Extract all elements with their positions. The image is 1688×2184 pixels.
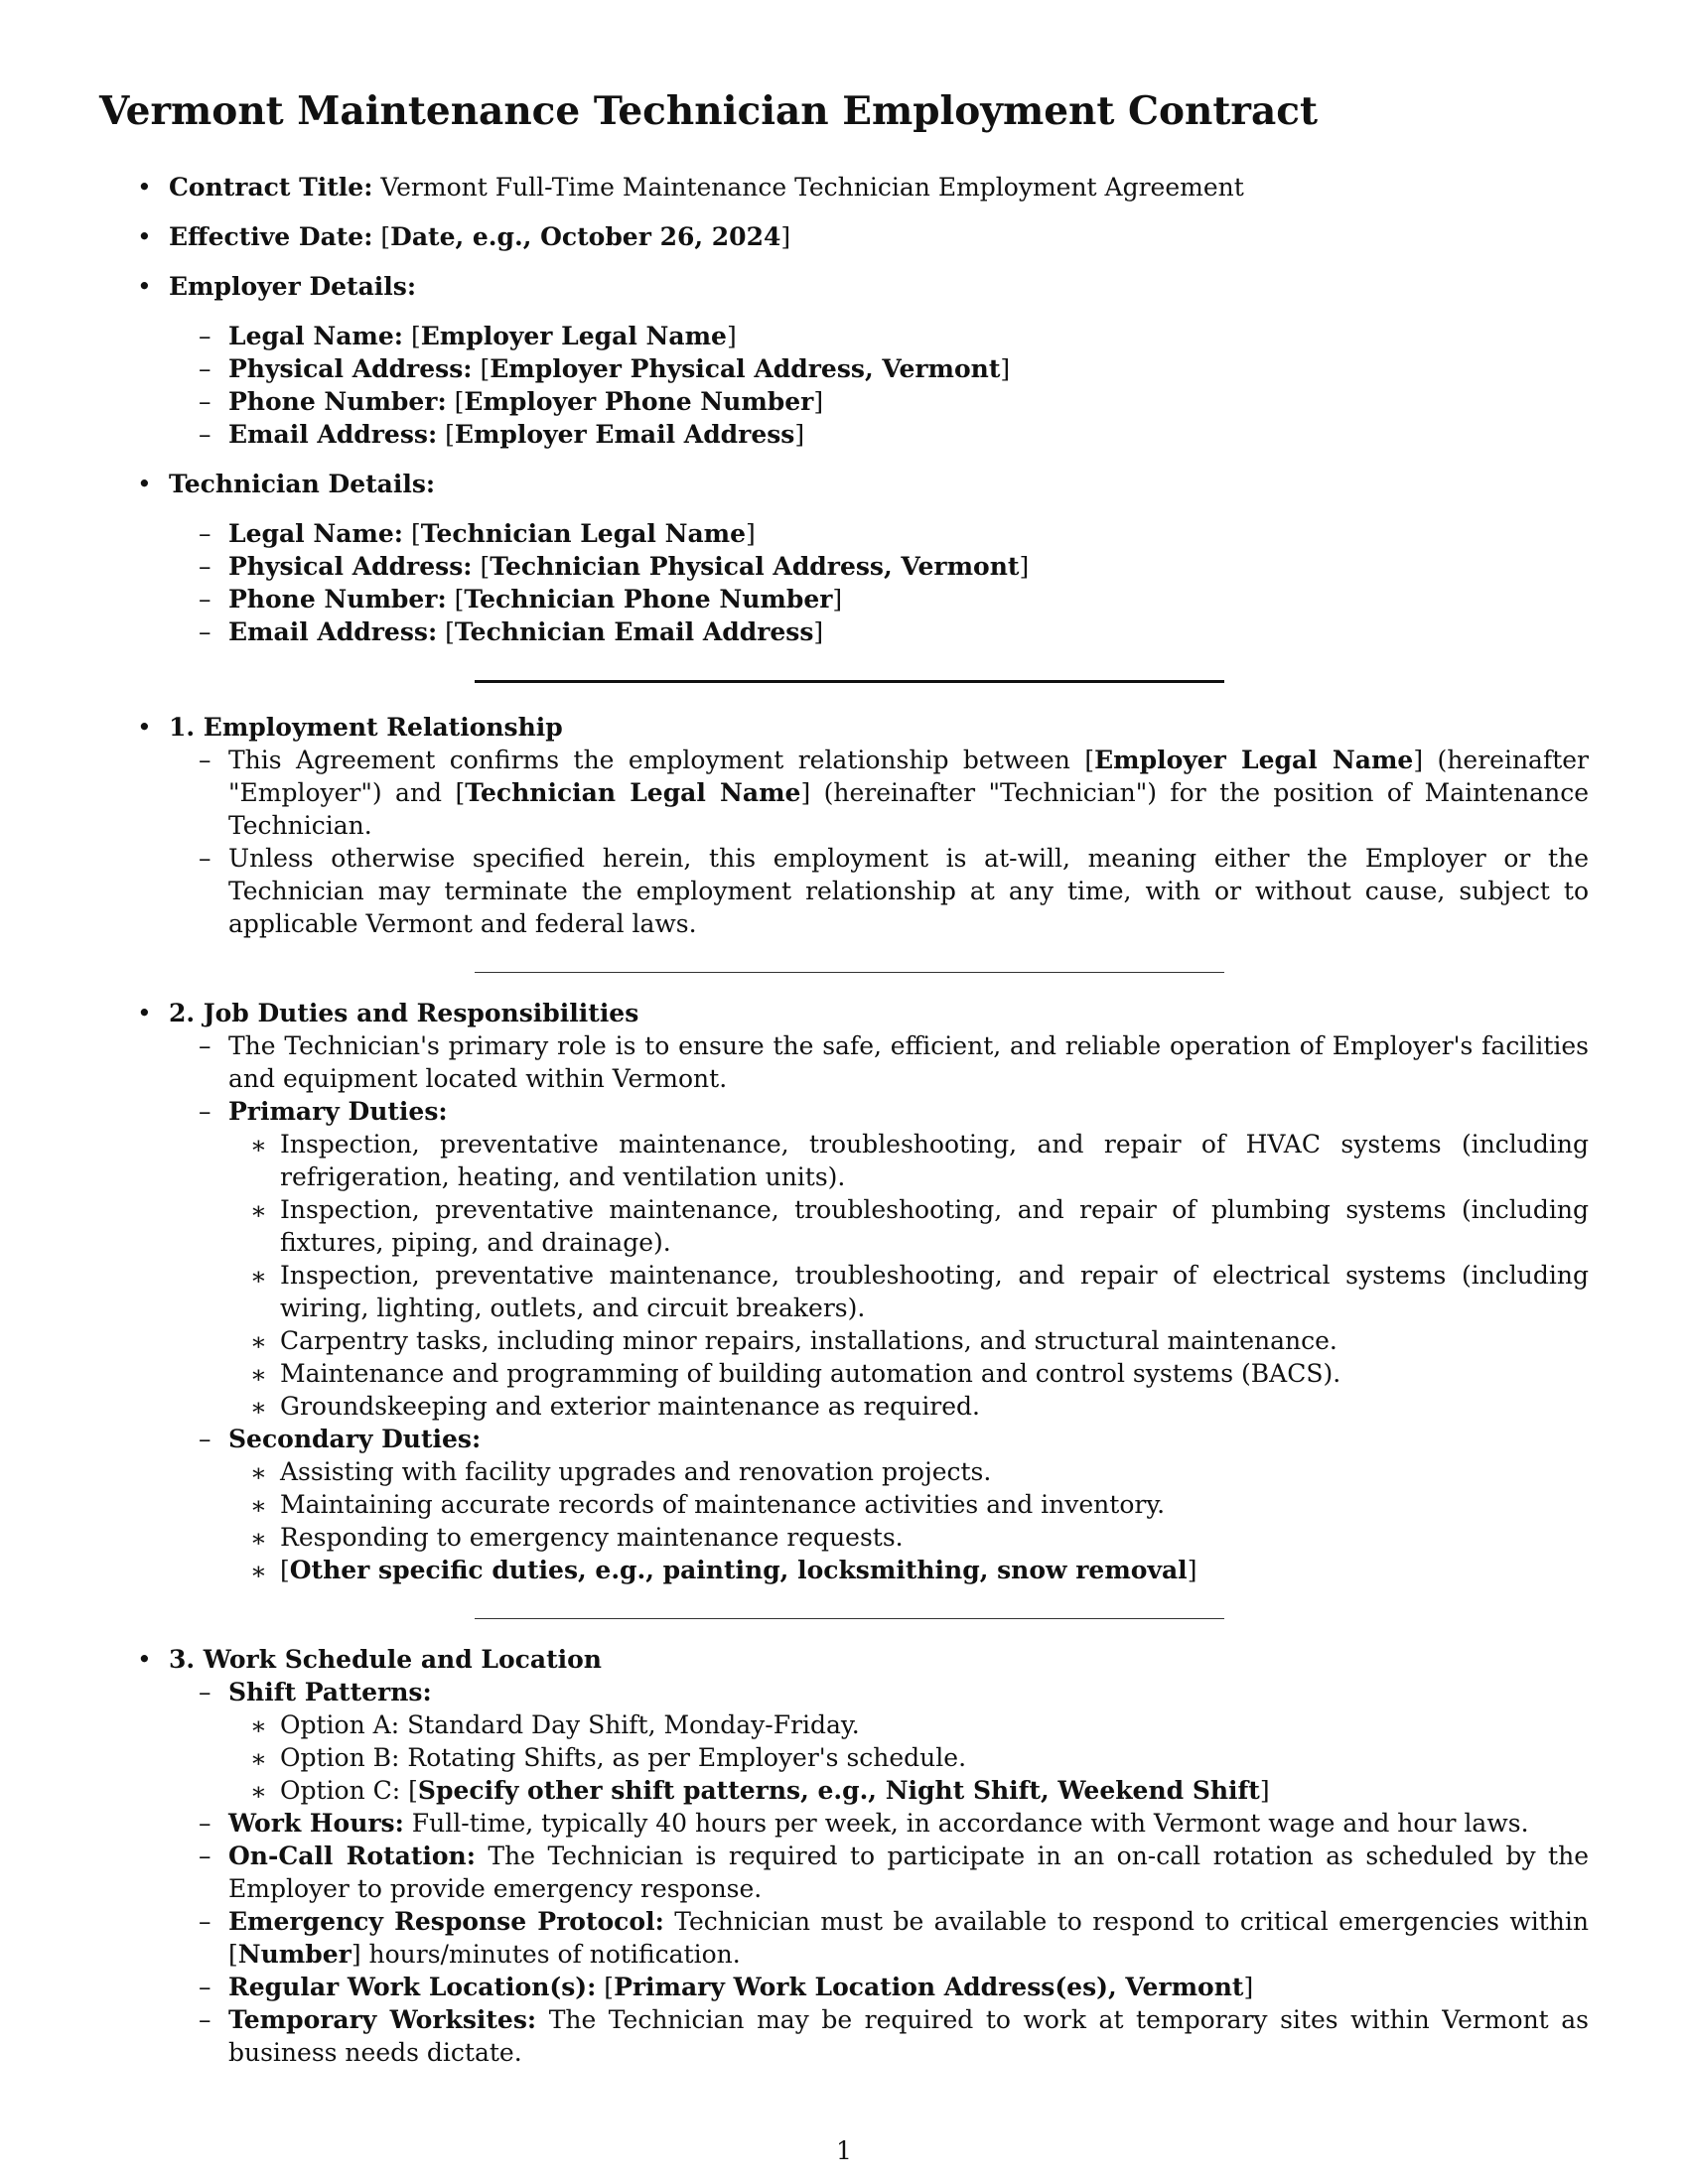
employer-address: – Physical Address: [Employer Physical Address, Vermont]: [169, 352, 1589, 385]
employer-email: – Email Address: [Employer Email Address]: [169, 418, 1589, 451]
shift-patterns-label: Shift Patterns:: [228, 1678, 432, 1706]
shift-option-b: ∗ Option B: Rotating Shifts, as per Employer's schedule.: [228, 1741, 1589, 1774]
primary-duties-list: [228, 1128, 1589, 1423]
employer-details-list: [169, 320, 1589, 451]
technician-email: – Email Address: [Technician Email Address]: [169, 615, 1589, 648]
document-title: Vermont Maintenance Technician Employment Contract: [99, 88, 1318, 134]
list-item: ∗ Inspection, preventative maintenance, troubleshooting, and repair of plumbing systems (including fixtures, piping, and drainage).: [228, 1193, 1589, 1259]
emergency-response: – Emergency Response Protocol: Technician must be available to respond to critical emergencies within [Number] hours/minutes of notification.: [169, 1905, 1589, 1971]
technician-details-label: Technician Details:: [169, 470, 436, 498]
contract-title-value: Vermont Full-Time Maintenance Technician Employment Agreement: [380, 173, 1244, 202]
section-1-item: [99, 711, 1589, 940]
employer-phone: – Phone Number: [Employer Phone Number]: [169, 385, 1589, 418]
section-2-heading: 2. Job Duties and Responsibilities: [169, 999, 639, 1027]
section-2-item: [99, 997, 1589, 1586]
page-number: 1: [836, 2136, 852, 2165]
temporary-worksites: – Temporary Worksites: The Technician may be required to work at temporary sites within Vermont as business needs dictate.: [169, 2003, 1589, 2069]
contract-title-label: Contract Title:: [169, 173, 373, 202]
employer-details-item: [99, 270, 1589, 451]
technician-details-list: [169, 517, 1589, 648]
shift-patterns: [169, 1676, 1589, 1807]
technician-address: – Physical Address: [Technician Physical Address, Vermont]: [169, 550, 1589, 583]
technician-details-item: [99, 468, 1589, 648]
regular-work-location: – Regular Work Location(s): [Primary Work Location Address(es), Vermont]: [169, 1971, 1589, 2003]
employer-legal-name: – Legal Name: [Employer Legal Name]: [169, 320, 1589, 352]
employer-details-label: Employer Details:: [169, 272, 417, 301]
section-1-heading: 1. Employment Relationship: [169, 713, 563, 742]
list-item: ∗ Inspection, preventative maintenance, troubleshooting, and repair of HVAC systems (including refrigeration, heating, and ventilation units).: [228, 1128, 1589, 1193]
list-item: ∗ Maintaining accurate records of maintenance activities and inventory.: [228, 1488, 1589, 1521]
contract-page: [99, 87, 1589, 2069]
primary-duties-label: Primary Duties:: [228, 1097, 448, 1126]
technician-legal-name: – Legal Name: [Technician Legal Name]: [169, 517, 1589, 550]
section-3-heading: 3. Work Schedule and Location: [169, 1645, 602, 1674]
work-hours: – Work Hours: Full-time, typically 40 hours per week, in accordance with Vermont wage and hour laws.: [169, 1807, 1589, 1840]
section-3-list: [169, 1676, 1589, 2069]
section-3-item: [99, 1643, 1589, 2069]
secondary-duties-list: [228, 1455, 1589, 1586]
contract-outline: [99, 171, 1589, 648]
section-1-paragraph-1: – This Agreement confirms the employment relationship between [Employer Legal Name] (hereinafter "Employer") and [Technician Legal Name] (hereinafter "Technician") for the position of Maintenance Technician.: [169, 744, 1589, 842]
shift-options-list: [228, 1708, 1589, 1807]
section-divider: [475, 1618, 1224, 1619]
section-divider: [475, 972, 1224, 973]
list-item: ∗ Responding to emergency maintenance requests.: [228, 1521, 1589, 1554]
section-3: [99, 1643, 1589, 2069]
list-item: ∗ [Other specific duties, e.g., painting, locksmithing, snow removal]: [228, 1554, 1589, 1586]
section-2-list: [169, 1029, 1589, 1586]
list-item: ∗ Maintenance and programming of building automation and control systems (BACS).: [228, 1357, 1589, 1390]
shift-option-a: ∗ Option A: Standard Day Shift, Monday-Friday.: [228, 1708, 1589, 1741]
section-1-list: [169, 744, 1589, 940]
section-divider: [475, 680, 1224, 683]
list-item: ∗ Inspection, preventative maintenance, troubleshooting, and repair of electrical systems (including wiring, lighting, outlets, and circuit breakers).: [228, 1259, 1589, 1324]
secondary-duties: [169, 1423, 1589, 1586]
list-item: ∗ Assisting with facility upgrades and renovation projects.: [228, 1455, 1589, 1488]
primary-duties: [169, 1095, 1589, 1423]
on-call-rotation: – On-Call Rotation: The Technician is required to participate in an on-call rotation as scheduled by the Employer to provide emergency response.: [169, 1840, 1589, 1905]
effective-date-item: • Effective Date: [Date, e.g., October 26, 2024]: [99, 220, 1589, 253]
section-2-intro: – The Technician's primary role is to ensure the safe, efficient, and reliable operation of Employer's facilities and equipment located within Vermont.: [169, 1029, 1589, 1095]
secondary-duties-label: Secondary Duties:: [228, 1425, 482, 1453]
technician-phone: – Phone Number: [Technician Phone Number]: [169, 583, 1589, 615]
contract-title-item: [99, 171, 1589, 204]
section-2: [99, 997, 1589, 1586]
shift-option-c: ∗ Option C: [Specify other shift patterns, e.g., Night Shift, Weekend Shift]: [228, 1774, 1589, 1807]
list-item: ∗ Groundskeeping and exterior maintenance as required.: [228, 1390, 1589, 1423]
effective-date-value: Date, e.g., October 26, 2024: [390, 222, 781, 251]
effective-date-label: Effective Date:: [169, 222, 373, 251]
section-1: [99, 711, 1589, 940]
section-1-paragraph-2: – Unless otherwise specified herein, this employment is at-will, meaning either the Employer or the Technician may terminate the employment relationship at any time, with or without cause, subject to applicable Vermont and federal laws.: [169, 842, 1589, 940]
list-item: ∗ Carpentry tasks, including minor repairs, installations, and structural maintenance.: [228, 1324, 1589, 1357]
